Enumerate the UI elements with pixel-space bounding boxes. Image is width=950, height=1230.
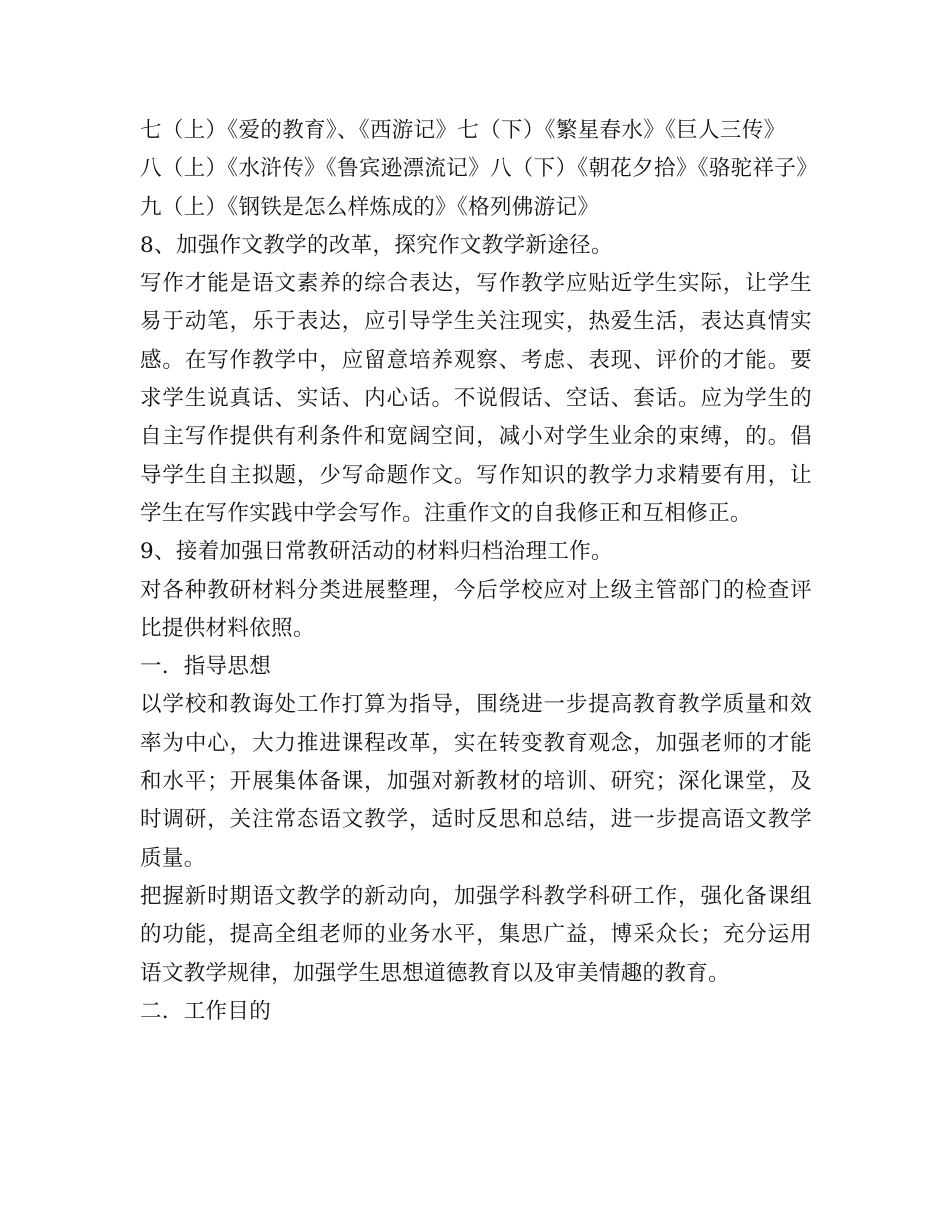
reading-list-grade-7: 七（上）《爱的教育》、《西游记》七（下）《繁星春水》《巨人三传》	[140, 118, 786, 143]
writing-teaching-paragraph: 写作才能是语文素养的综合表达，写作教学应贴近学生实际，让学生易于动笔，乐于表达，应引导学生关注现实，热爱生活，表达真情实感。在写作教学中，应留意培养观察、考虑、表现、评价的才能。要求学生说真话、实话、内心话。不说假话、空话、套话。应为学生的自主写作提供有利条件和宽阔空间，减小对学生业余的束缚，的。倡导学生自主拟题，少写命题作文。写作知识的教学力求精要有用，让学生在写作实践中学会写作。注重作文的自我修正和互相修正。	[140, 271, 812, 526]
archive-paragraph: 对各种教研材料分类进展整理，今后学校应对上级主管部门的检查评比提供材料依照。	[140, 577, 812, 641]
item-9-heading: 9、接着加强日常教研活动的材料归档治理工作。	[140, 539, 613, 565]
item-8-heading: 8、加强作文教学的改革，探究作文教学新途径。	[140, 232, 613, 258]
new-trends-paragraph: 把握新时期语文教学的新动向，加强学科教学科研工作，强化备课组的功能，提高全组老师的业务水平，集思广益，博采众长；充分运用语文教学规律，加强学生思想道德教育以及审美情趣的教育。	[140, 883, 812, 986]
guiding-ideology-paragraph: 以学校和教诲处工作打算为指导，围绕进一步提高教育教学质量和效率为中心，大力推进课程改革，实在转变教育观念，加强老师的才能和水平；开展集体备课，加强对新教材的培训、研究；深化课堂，及时调研，关注常态语文教学，适时反思和总结，进一步提高语文教学质量。	[140, 692, 812, 871]
reading-list-grade-8: 八（上）《水浒传》《鲁宾逊漂流记》八（下）《朝花夕拾》《骆驼祥子》	[140, 156, 819, 182]
reading-list-grade-9: 九（上）《钢铁是怎么样炼成的》《格列佛游记》	[140, 194, 600, 220]
section-2-heading: 二．工作目的	[140, 998, 272, 1024]
section-1-heading: 一．指导思想	[140, 654, 272, 680]
document-body	[140, 112, 819, 1031]
